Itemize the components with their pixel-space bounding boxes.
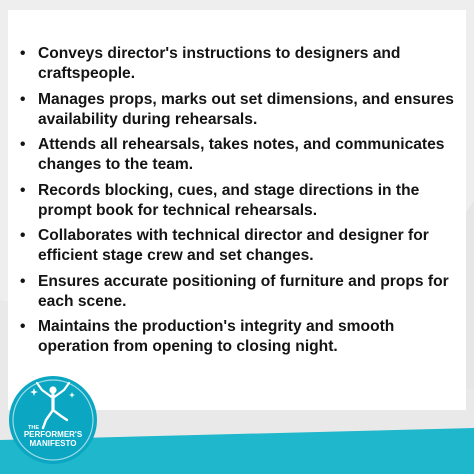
list-item-text: Ensures accurate positioning of furniture and props for each scene.	[38, 272, 449, 310]
list-item-text: Maintains the production's integrity and smooth operation from opening to closing night.	[38, 318, 395, 355]
bullet-dot: •	[20, 45, 26, 62]
content-card	[8, 10, 466, 410]
list-item	[20, 135, 460, 175]
bullet-dot: •	[20, 136, 26, 153]
bullet-dot: •	[20, 181, 26, 199]
list-item	[20, 90, 460, 130]
logo-text-manifesto: MANIFESTO	[29, 439, 77, 448]
list-item	[20, 44, 460, 84]
responsibility-list	[20, 44, 460, 363]
logo-text-the: THE	[28, 425, 39, 431]
bullet-dot: •	[20, 90, 26, 108]
list-item-text: Collaborates with technical director and designer for efficient stage crew and set changes.	[38, 227, 429, 264]
performers-manifesto-logo	[6, 370, 100, 470]
list-item	[20, 226, 460, 266]
list-item	[20, 272, 460, 312]
bullet-dot: •	[20, 272, 26, 290]
logo-text-performers: PERFORMER'S	[23, 430, 83, 439]
bullet-dot: •	[20, 318, 26, 335]
list-item	[20, 317, 460, 357]
bullet-dot: •	[20, 227, 26, 244]
list-item-text: Manages props, marks out set dimensions, and ensures availability during rehearsals.	[38, 90, 454, 128]
list-item-text: Conveys director's instructions to designers and craftspeople.	[38, 45, 401, 82]
list-item-text: Attends all rehearsals, takes notes, and communicates changes to the team.	[38, 136, 445, 173]
list-item-text: Records blocking, cues, and stage directions in the prompt book for technical rehearsals.	[38, 181, 420, 219]
list-item	[20, 181, 460, 221]
